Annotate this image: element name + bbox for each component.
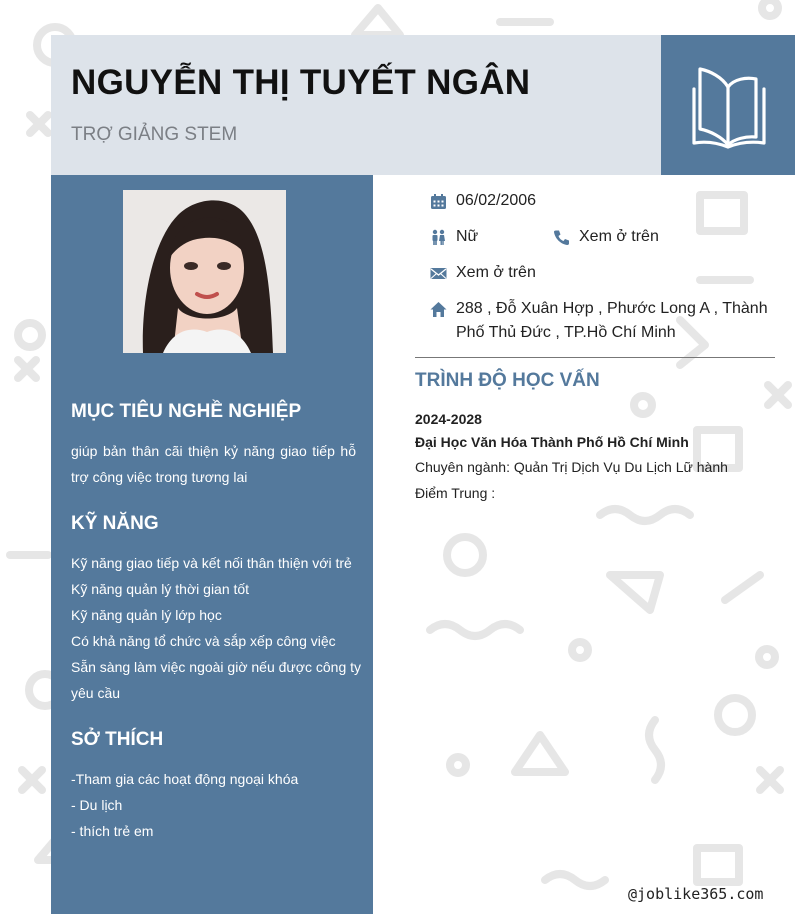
job-title: TRỢ GIẢNG STEM: [71, 124, 238, 145]
birthdate-value: 06/02/2006: [456, 192, 537, 209]
profile-photo-illustration: [123, 190, 286, 353]
phone-icon: [553, 229, 570, 246]
hobbies-heading: SỞ THÍCH: [71, 729, 164, 750]
education-heading: TRÌNH ĐỘ HỌC VẤN: [415, 370, 600, 391]
skill-item: Sẵn sàng làm việc ngoài giờ nếu được công ty: [71, 659, 362, 675]
candidate-name: NGUYỄN THỊ TUYẾT NGÂN: [71, 63, 531, 102]
skill-item: yêu cầu: [71, 685, 121, 701]
skills-heading: KỸ NĂNG: [71, 513, 159, 534]
hobby-item: - thích trẻ em: [71, 823, 154, 839]
mail-icon: [430, 265, 447, 282]
skill-item: Kỹ năng giao tiếp và kết nối thân thiện với trẻ: [71, 555, 352, 571]
phone-value: Xem ở trên: [579, 228, 659, 245]
home-icon: [430, 301, 447, 318]
objective-heading: MỤC TIÊU NGHỀ NGHIỆP: [71, 401, 302, 422]
open-book-icon: [680, 57, 776, 153]
skill-item: Kỹ năng quản lý lớp học: [71, 607, 222, 623]
header-banner: [51, 35, 661, 175]
section-divider: [415, 357, 775, 358]
education-gpa: Điểm Trung :: [415, 485, 496, 501]
site-watermark: @joblike365.com: [628, 885, 764, 903]
objective-text: giúp bản thân cãi thiện kỷ năng giao tiếp hỗ trợ công việc trong tương lai: [71, 443, 356, 485]
hobby-item: -Tham gia các hoạt động ngoại khóa: [71, 771, 299, 787]
gender-value: Nữ: [456, 228, 479, 245]
address-line-2: Phố Thủ Đức , TP.Hồ Chí Minh: [456, 324, 676, 341]
email-value: Xem ở trên: [456, 264, 536, 281]
profile-photo: [123, 190, 286, 353]
sidebar: [51, 175, 373, 914]
address-line-1: 288 , Đỗ Xuân Hợp , Phước Long A , Thành: [456, 300, 768, 317]
skill-item: Có khả năng tổ chức và sắp xếp công việc: [71, 633, 336, 649]
skills-list: [71, 550, 362, 706]
education-school: Đại Học Văn Hóa Thành Phố Hồ Chí Minh: [415, 434, 689, 450]
hobby-item: - Du lịch: [71, 797, 123, 813]
gender-icon: [430, 229, 447, 246]
calendar-icon: [430, 193, 447, 210]
education-major: Chuyên ngành: Quản Trị Dịch Vụ Du Lịch Lữ hành: [415, 459, 728, 475]
logo-box: [661, 35, 795, 175]
education-years: 2024-2028: [415, 411, 482, 427]
skill-item: Kỹ năng quản lý thời gian tốt: [71, 581, 250, 597]
hobbies-list: [71, 766, 356, 844]
